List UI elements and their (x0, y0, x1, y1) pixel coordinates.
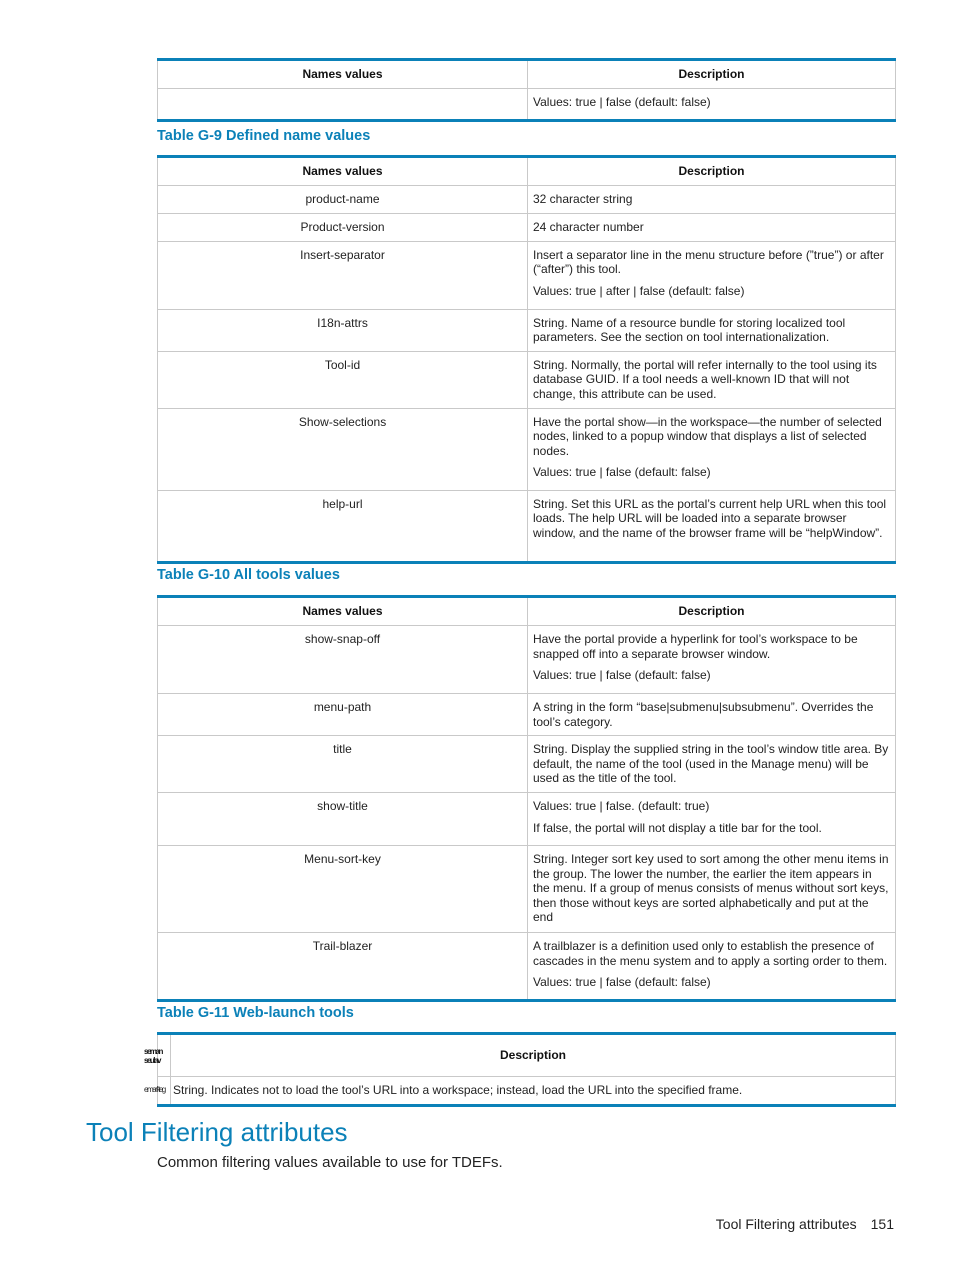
row-description-cell (528, 186, 896, 214)
description-paragraph: 24 character number (533, 220, 644, 234)
column-header-description: Description (171, 1034, 896, 1077)
description-paragraph: Have the portal provide a hyperlink for tool’s workspace to be snapped off into a separate browser window. (533, 632, 858, 661)
table-row (158, 933, 896, 1001)
row-description-cell (528, 408, 896, 490)
table-row (158, 1077, 896, 1106)
table-header-row (158, 1034, 896, 1077)
table-row (158, 846, 896, 933)
description-paragraph: String. Normally, the portal will refer internally to the tool using its database GUID. If a tool needs a well-known ID that will not change, this attribute can be used. (533, 357, 877, 401)
table-row (158, 309, 896, 351)
row-name-cell: emarf-teg (158, 1077, 171, 1106)
table-header-row (158, 60, 896, 89)
column-header-names: Names values (158, 60, 528, 89)
footer-label: Tool Filtering attributes (715, 1216, 857, 1232)
column-header-description: Description (528, 157, 896, 186)
row-description-cell (528, 793, 896, 846)
page-number: 151 (870, 1216, 894, 1232)
row-name-cell (158, 89, 528, 121)
section-title: Tool Filtering attributes (86, 1117, 348, 1147)
table-row (158, 351, 896, 408)
description-paragraph: Values: true | after | false (default: false) (533, 283, 745, 298)
description-paragraph: Values: true | false (default: false) (533, 465, 711, 479)
column-header-description: Description (528, 597, 896, 626)
table-row (158, 186, 896, 214)
column-header-names: Names values (158, 597, 528, 626)
row-description-cell (528, 351, 896, 408)
section-intro: Common filtering values available to use for TDEFs. (157, 1154, 503, 1171)
table-row (158, 214, 896, 242)
row-name-cell: I18n-attrs (158, 309, 528, 351)
table-caption-g11: Table G-11 Web-launch tools (157, 1005, 354, 1021)
description-paragraph: Have the portal show—in the workspace—the number of selected nodes, linked to a popup window that displays a list of selected nodes. (533, 414, 882, 458)
table-header-row (158, 157, 896, 186)
row-name-cell: Show-selections (158, 408, 528, 490)
row-name-cell: Product-version (158, 214, 528, 242)
description-paragraph: Values: true | false. (default: true) (533, 799, 710, 813)
table-row (158, 89, 896, 121)
row-name-cell: Insert-separator (158, 241, 528, 309)
table-row (158, 626, 896, 694)
page-footer (716, 1216, 894, 1232)
row-name-cell: product-name (158, 186, 528, 214)
column-header-description: Description (528, 60, 896, 89)
table-row (158, 694, 896, 736)
row-name-cell: Tool-id (158, 351, 528, 408)
column-header-names: Names values (158, 157, 528, 186)
table-caption-g10: Table G-10 All tools values (157, 567, 340, 583)
row-description-cell (528, 241, 896, 309)
table-row (158, 490, 896, 562)
table-row (158, 241, 896, 309)
row-description-cell (528, 89, 896, 121)
description-paragraph: String. Display the supplied string in the tool’s window title area. By default, the name of the tool (used in the Manage menu) will be used as the title of the tool. (533, 742, 889, 785)
table-row (158, 408, 896, 490)
description-paragraph: String. Integer sort key used to sort among the other menu items in the group. The lower the number, the earlier the item appears in the menu. If a group of menus consists of menus without sort keys, then those without keys are sorted alphabetically and put at the end (533, 852, 889, 924)
row-name-cell: help-url (158, 490, 528, 562)
description-paragraph: A string in the form “base|submenu|subsubmenu”. Overrides the tool’s category. (533, 700, 874, 729)
table-continued (157, 58, 896, 122)
table-web-launch-tools (144, 1032, 896, 1107)
table-header-row (158, 597, 896, 626)
description-paragraph: String. Set this URL as the portal’s current help URL when this tool loads. The help URL will be loaded into a separate browser window, and the name of the browser frame will be “helpWindow”. (533, 496, 887, 540)
row-description-cell (528, 736, 896, 793)
table-row (158, 793, 896, 846)
description-paragraph: If false, the portal will not display a title bar for the tool. (533, 820, 822, 835)
description-paragraph: Values: true | false (default: false) (533, 668, 711, 682)
row-name-cell: title (158, 736, 528, 793)
column-header-names: seman seulav (158, 1034, 171, 1077)
description-paragraph: A trailblazer is a definition used only to establish the presence of cascades in the menu system and to apply a sorting order to them. (533, 939, 888, 968)
row-description-cell (528, 626, 896, 694)
table-defined-name-values (157, 155, 896, 564)
row-description-cell (528, 846, 896, 933)
description-paragraph: Insert a separator line in the menu structure before (”true”) or after (“after”) this tool. (533, 247, 884, 276)
description-paragraph: Values: true | false (default: false) (533, 95, 711, 109)
row-description-cell (528, 309, 896, 351)
row-name-cell: Trail-blazer (158, 933, 528, 1001)
table-caption-g9: Table G-9 Defined name values (157, 128, 371, 144)
row-name-cell: show-snap-off (158, 626, 528, 694)
table-row (158, 736, 896, 793)
row-description-cell (528, 214, 896, 242)
row-description-cell (528, 490, 896, 562)
table-all-tools-values (157, 595, 896, 1002)
row-description-cell (528, 694, 896, 736)
description-paragraph: String. Name of a resource bundle for storing localized tool parameters. See the section on tool internationalization. (533, 315, 846, 344)
row-description-cell: String. Indicates not to load the tool’s URL into a workspace; instead, load the URL into the specified frame. (171, 1077, 896, 1106)
description-paragraph: 32 character string (533, 192, 633, 206)
row-name-cell: menu-path (158, 694, 528, 736)
description-paragraph: Values: true | false (default: false) (533, 975, 711, 989)
row-name-cell: Menu-sort-key (158, 846, 528, 933)
row-name-cell: show-title (158, 793, 528, 846)
row-description-cell (528, 933, 896, 1001)
